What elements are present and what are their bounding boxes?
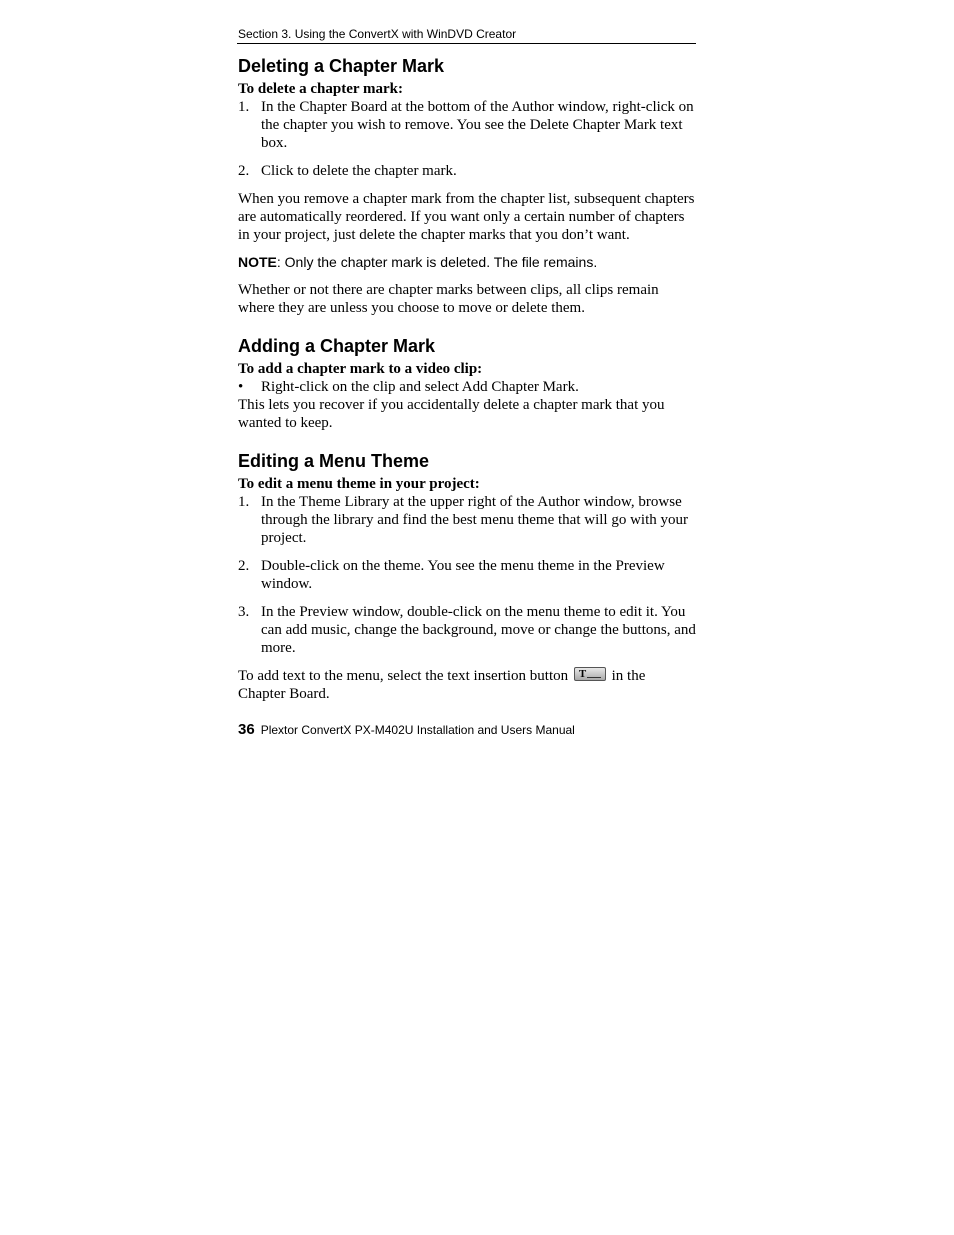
text-insertion-button-icon [574, 667, 606, 681]
list-item [238, 162, 696, 180]
heading-adding-chapter-mark: Adding a Chapter Mark [238, 336, 436, 356]
add-text-after: in the Chapter Board. [238, 668, 646, 702]
list-item [238, 378, 696, 396]
heading-editing-menu-theme: Editing a Menu Theme [238, 451, 430, 471]
step-number: 1. [238, 494, 250, 510]
delete-steps [238, 98, 696, 180]
bullet-icon: • [238, 379, 244, 395]
paragraph-recover: This lets you recover if you accidentally delete a chapter mark that you wanted to keep. [238, 397, 665, 431]
step-number: 2. [238, 163, 250, 179]
document-page [238, 26, 696, 738]
paragraph-clips: Whether or not there are chapter marks between clips, all clips remain where they are unless you choose to move or delete them. [238, 282, 659, 316]
step-text: Click to delete the chapter mark. [261, 163, 457, 179]
note-text: : Only the chapter mark is deleted. The file remains. [276, 254, 598, 270]
procedure-add: To add a chapter mark to a video clip: [238, 361, 483, 377]
note-label: NOTE [238, 254, 277, 270]
heading-deleting-chapter-mark: Deleting a Chapter Mark [238, 56, 445, 76]
step-number: 3. [238, 604, 250, 620]
running-header: Section 3. Using the ConvertX with WinDVD Creator [237, 26, 696, 44]
step-number: 1. [238, 99, 250, 115]
add-text-before: To add text to the menu, select the text insertion button [238, 668, 569, 684]
step-number: 2. [238, 558, 250, 574]
list-item [238, 493, 696, 547]
footer-text: Plextor ConvertX PX-M402U Installation and Users Manual [260, 723, 575, 737]
list-item [238, 603, 696, 657]
list-item [238, 557, 696, 593]
procedure-edit: To edit a menu theme in your project: [238, 476, 480, 492]
paragraph-add-text [238, 667, 696, 703]
paragraph-reorder: When you remove a chapter mark from the chapter list, subsequent chapters are automatically reordered. If you want only a certain number of chapters in your project, just delete the chapter marks that you don’t want. [238, 191, 695, 243]
note [238, 253, 696, 271]
add-bullets [238, 378, 696, 396]
step-text: Double-click on the theme. You see the menu theme in the Preview window. [261, 558, 665, 592]
running-footer [238, 722, 696, 738]
bullet-text: Right-click on the clip and select Add Chapter Mark. [261, 379, 579, 395]
procedure-delete: To delete a chapter mark: [238, 81, 403, 97]
list-item [238, 98, 696, 152]
step-text: In the Preview window, double-click on the menu theme to edit it. You can add music, change the background, move or change the buttons, and more. [261, 604, 696, 656]
step-text: In the Chapter Board at the bottom of the Author window, right-click on the chapter you wish to remove. You see the Delete Chapter Mark text box. [261, 99, 694, 151]
step-text: In the Theme Library at the upper right of the Author window, browse through the library and find the best menu theme that will go with your project. [261, 494, 688, 546]
edit-steps [238, 493, 696, 657]
page-number: 36 [238, 721, 255, 738]
text-insertion-glyph: T [578, 668, 587, 680]
